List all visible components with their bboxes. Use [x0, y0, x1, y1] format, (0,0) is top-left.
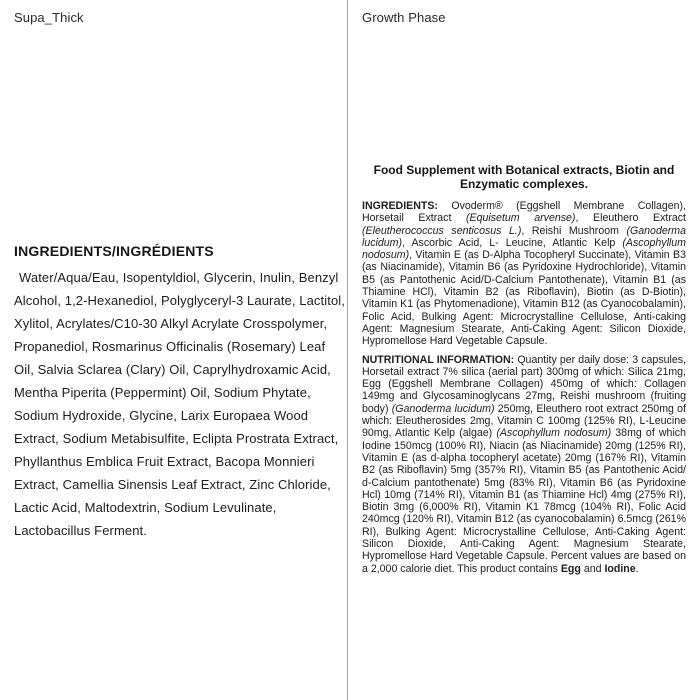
ingredients-text-segment: , Reishi Mushroom — [521, 224, 627, 237]
right-product-name: Growth Phase — [362, 10, 446, 25]
latin-name: (Ascophyllum nodosum) — [496, 427, 612, 440]
ingredients-text-segment: , Eleuthero Extract — [575, 212, 686, 225]
right-ingredients-paragraph — [362, 200, 686, 348]
ingredients-label: INGREDIENTS: — [362, 200, 452, 212]
nutrition-text-segment: Quantity per daily dose: 3 capsules, Horsetail extract 7% silica (aerial part) 300mg of which: Silica 21mg, Egg (Eggshell Membrane Collagen) 450mg of which: Collagen 149mg and Glycosaminoglycans 27mg, Reishi mushroom (fruiting body) — [362, 353, 686, 415]
left-ingredients-heading: INGREDIENTS/INGRÉDIENTS — [14, 243, 214, 259]
nutrition-text-segment: . — [635, 562, 639, 575]
latin-name: (Eleutherococcus senticosus L.) — [362, 224, 522, 237]
nutrition-text-segment: 38mg of which Iodine 150mcg (100% RI), Niacin (as Niacinamide) 20mg (125% RI), Vitamin E (as d-alpha tocopheryl acetate) 20mg (167% RI), Vitamin B2 (as Riboflavin) 5mg (357% RI), Vitamin B5 (as Pantothenic Acid/ d-Calcium pantothenate) 5mg (83% RI), Vitamin B6 (as Pyridoxine Hcl) 10mg (714% RI), Vitamin B1 (as Thiamine Hcl) 4mg (275% RI), Biotin 3mg (6,000% RI), Vitamin K1 78mcg (104% RI), Folic Acid 240mcg (120% RI), Vitamin B12 (as cyanocobalamin) 6.5mcg (261% RI), Bulking Agent: Microcrystalline Cellulose, Anti-Caking Agent: Silicon Dioxide, Anti-Caking Agent: Magnesium Stearate, Hypromellose Hard Vegetable Capsule. Percent values are based on a 2,000 calorie diet. This product contains — [362, 427, 686, 575]
latin-name: (Ganoderma lucidum) — [362, 224, 686, 249]
left-product-name: Supa_Thick — [14, 10, 84, 25]
latin-name: (Equisetum arvense) — [466, 212, 576, 225]
latin-name: (Ganoderma lucidum) — [391, 402, 495, 415]
ingredients-text-segment: Ovoderm® (Eggshell Membrane Collagen), Horsetail Extract — [362, 200, 686, 225]
right-label-panel — [362, 163, 686, 581]
ingredients-text-segment: , Ascorbic Acid, L- Leucine, Atlantic Kelp — [402, 236, 623, 249]
right-nutrition-paragraph — [362, 354, 686, 575]
allergen-egg: Egg — [560, 562, 581, 575]
latin-name: (Ascophyllum nodosum) — [362, 236, 686, 262]
right-supplement-title: Food Supplement with Botanical extracts, Biotin and Enzymatic complexes. — [373, 163, 675, 191]
nutrition-label: NUTRITIONAL INFORMATION: — [362, 353, 518, 366]
allergen-iodine: Iodine — [604, 562, 636, 575]
left-ingredients-paragraph: Water/Aqua/Eau, Isopentyldiol, Glycerin, Inulin, Benzyl Alcohol, 1,2-Hexanediol, Polyglyceryl-3 Laurate, Lactitol, Xylitol, Acrylates/C10-30 Alkyl Acrylate Crosspolymer, Propanediol, Rosmarinus Officinalis (Rosemary) Leaf Oil, Salvia Sclarea (Clary) Oil, Caprylhydroxamic Acid, Mentha Piperita (Peppermint) Oil, Sodium Phytate, Sodium Hydroxide, Glycine, Larix Europaea Wood Extract, Sodium Metabisulfite, Eclipta Prostrata Extract, Phyllanthus Emblica Fruit Extract, Bacopa Monnieri Extract, Camellia Sinensis Leaf Extract, Zinc Chloride, Lactic Acid, Maltodextrin, Sodium Levulinate, Lactobacillus Ferment. — [14, 270, 345, 538]
ingredients-text-segment: , Vitamin E (as D-Alpha Tocopheryl Succinate), Vitamin B3 (as Niacinamide), Vitamin B6 (as Pyridoxine Hydrochloride), Vitamin B5 (as Pantothenic Acid/D-Calcium Pantothenate), Vitamin B1 (as Thiamine HCl), Vitamin B2 (as Riboflavin), Biotin (as D-Biotin), Vitamin K1 (as Phytomenadione), Vitamin B12 (as Cyanocobalamin), Folic Acid, Bulking Agent: Microcrystalline Cellulose, Anti-caking Agent: Magnesium Stearate, Anti-Caking Agent: Silicon Dioxide, Hypromellose Hard Vegetable Capsule. — [362, 249, 686, 348]
left-label-panel — [14, 243, 348, 542]
nutrition-text-segment: and — [580, 562, 605, 575]
nutrition-text-segment: 250mg, Eleuthero root extract 250mg of which: Eleutherosides 2mg, Vitamin C 100mg (125% RI), L-Leucine 90mg, Atlantic Kelp (algae) — [362, 402, 686, 440]
